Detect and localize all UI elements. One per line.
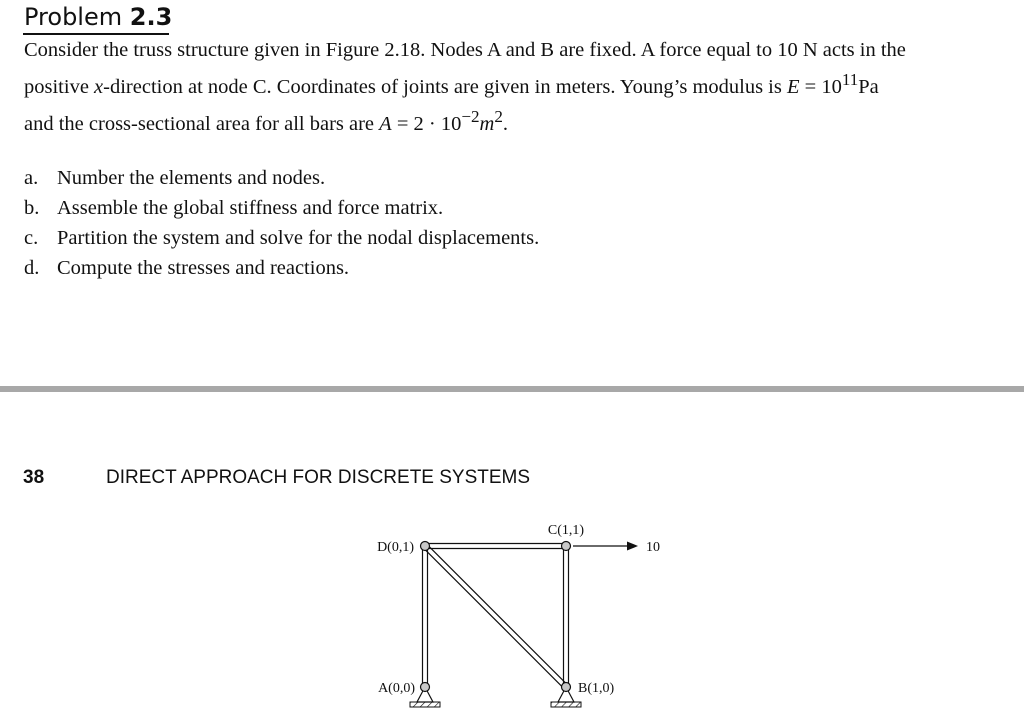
statement-line-1 xyxy=(24,36,1014,65)
statement-period: . xyxy=(502,112,508,135)
task-text: Compute the stresses and reactions. xyxy=(57,257,350,279)
node-label-B: B(1,0) xyxy=(578,681,615,696)
E-equals: = 10 xyxy=(799,75,842,98)
task-marker: c. xyxy=(24,227,39,249)
node-B xyxy=(562,683,571,692)
problem-label: Problem xyxy=(24,3,123,31)
node-label-C: C(1,1) xyxy=(547,523,585,538)
task-text: Assemble the global stiffness and force matrix. xyxy=(57,197,444,219)
truss-bar-CB xyxy=(564,546,569,687)
statement-text-2b: -direction at node C. Coordinates of joints are given in meters. Young’s modulus is xyxy=(103,75,787,98)
force-arrow xyxy=(573,540,660,555)
area-unit-m: m xyxy=(479,112,495,135)
problem-statement xyxy=(24,36,1014,139)
force-label: 10 xyxy=(646,540,660,555)
truss-nodes xyxy=(421,542,571,692)
statement-text-1: Consider the truss structure given in Figure 2.18. Nodes A and B are fixed. A force equal to 10 N acts in the xyxy=(24,39,906,61)
node-label-A: A(0,0) xyxy=(378,681,415,696)
problem-title xyxy=(24,2,172,32)
task-marker: d. xyxy=(24,257,40,279)
node-label-D: D(0,1) xyxy=(377,540,414,555)
statement-text-3a: and the cross-sectional area for all bars are xyxy=(24,112,380,135)
var-A: A xyxy=(379,112,392,135)
statement-line-3 xyxy=(24,102,1014,139)
task-text: Number the elements and nodes. xyxy=(57,167,326,189)
task-text: Partition the system and solve for the nodal displacements. xyxy=(57,227,540,249)
truss-bar-DB xyxy=(423,544,568,689)
force-arrowhead xyxy=(627,542,638,551)
statement-text-2a: positive xyxy=(24,75,95,98)
area-unit-exponent: 2 xyxy=(494,106,503,126)
page-divider xyxy=(0,386,1024,392)
task-marker: b. xyxy=(24,197,40,219)
A-exponent: −2 xyxy=(461,106,480,126)
problem-number: 2.3 xyxy=(129,3,173,31)
problem-title-underline xyxy=(23,33,169,35)
chapter-title: DIRECT APPROACH FOR DISCRETE SYSTEMS xyxy=(106,467,531,488)
supports xyxy=(410,687,581,707)
truss-figure xyxy=(350,515,690,720)
truss-bar-AD xyxy=(423,546,428,687)
E-unit: Pa xyxy=(858,75,879,98)
var-x: x xyxy=(94,75,104,98)
A-equals: = 2 · 10 xyxy=(391,112,462,135)
node-A xyxy=(421,683,430,692)
truss-bar-DC xyxy=(425,544,566,549)
node-D xyxy=(421,542,430,551)
truss-bars xyxy=(423,544,569,689)
task-marker: a. xyxy=(24,167,39,189)
var-E: E xyxy=(786,75,800,98)
E-exponent: 11 xyxy=(841,70,859,89)
node-C xyxy=(562,542,571,551)
statement-line-2 xyxy=(24,65,1014,102)
page-number: 38 xyxy=(23,467,45,488)
